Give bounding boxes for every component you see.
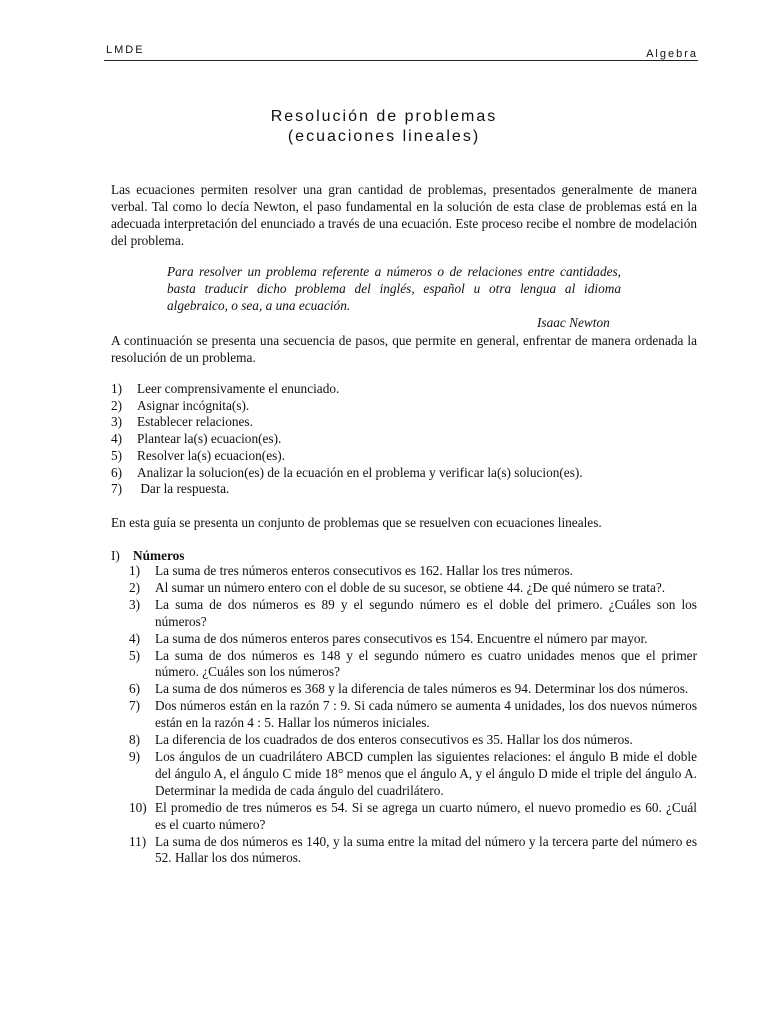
problem-text: La suma de tres números enteros consecutivos es 162. Hallar los tres números. — [155, 563, 574, 578]
list-item — [129, 597, 697, 631]
steps-intro-paragraph: A continuación se presenta una secuencia de pasos, que permite en general, enfrentar de manera ordenada la resolución de un problema. — [111, 333, 697, 365]
list-item — [129, 563, 697, 580]
problem-text: La suma de dos números es 368 y la diferencia de tales números es 94. Determinar los dos números. — [155, 681, 689, 697]
problem-number: 11) — [129, 833, 147, 849]
step-text: Dar la respuesta. — [137, 481, 230, 497]
problem-number: 1) — [129, 563, 141, 578]
section-heading — [111, 547, 184, 564]
quote-author: Isaac Newton — [537, 315, 610, 330]
list-item — [111, 465, 697, 482]
section-number: I) — [111, 548, 120, 563]
list-item — [129, 800, 697, 834]
problem-text: La suma de dos números es 148 y el segundo número es cuatro unidades menos que el primer número. ¿Cuáles son los números? — [155, 647, 697, 680]
list-item — [129, 698, 697, 732]
page-header — [104, 40, 698, 61]
step-number: 3) — [111, 414, 123, 430]
problem-number: 4) — [129, 630, 141, 646]
step-number: 2) — [111, 397, 123, 413]
step-number: 4) — [111, 431, 123, 447]
step-number: 6) — [111, 464, 123, 480]
guide-paragraph: En esta guía se presenta un conjunto de problemas que se resuelven con ecuaciones lineales. — [111, 515, 602, 530]
problem-text: El promedio de tres números es 54. Si se agrega un cuarto número, el nuevo promedio es 60. ¿Cuál es el cuarto número? — [155, 799, 697, 832]
problem-text: La diferencia de los cuadrados de dos enteros consecutivos es 35. Hallar los dos números. — [155, 732, 633, 748]
step-text: Leer comprensivamente el enunciado. — [137, 381, 340, 396]
list-item — [111, 381, 697, 398]
step-text: Resolver la(s) ecuacion(es). — [137, 447, 286, 463]
step-number: 5) — [111, 447, 123, 463]
list-item — [111, 431, 697, 448]
list-item — [129, 732, 697, 749]
problem-number: 5) — [129, 647, 141, 663]
section-label: Números — [133, 548, 185, 563]
list-item — [111, 481, 697, 498]
steps-list — [111, 381, 697, 498]
problem-number: 6) — [129, 681, 141, 697]
step-text: Establecer relaciones. — [137, 414, 253, 430]
step-number: 1) — [111, 381, 123, 396]
list-item — [129, 749, 697, 800]
problem-number: 3) — [129, 596, 141, 612]
problem-number: 8) — [129, 732, 141, 748]
list-item — [129, 580, 697, 597]
problem-text: La suma de dos números enteros pares consecutivos es 154. Encuentre el número par mayor. — [155, 630, 648, 646]
newton-quote: Para resolver un problema referente a números o de relaciones entre cantidades, basta traducir dicho problema del inglés, español u otra lengua al idioma algebraico, o sea, a una ecuación. — [167, 264, 621, 313]
list-item — [129, 631, 697, 648]
list-item — [111, 448, 697, 465]
problem-text: Al sumar un número entero con el doble de su sucesor, se obtiene 44. ¿De qué número se trata?. — [155, 579, 666, 595]
list-item — [129, 648, 697, 682]
list-item — [129, 681, 697, 698]
step-text: Analizar la solucion(es) de la ecuación en el problema y verificar la(s) solucion(es). — [137, 464, 583, 480]
problem-text: La suma de dos números es 140, y la suma entre la mitad del número y la tercera parte del número es 52. Hallar los dos números. — [155, 833, 697, 866]
problem-text: Los ángulos de un cuadrilátero ABCD cumplen las siguientes relaciones: el ángulo B mide el doble del ángulo A, el ángulo C mide 18° menos que el ángulo A, y el ángulo D mide el triple del ángulo A. Determinar la medida de cada ángulo del cuadrilátero. — [155, 748, 697, 798]
intro-paragraph: Las ecuaciones permiten resolver una gran cantidad de problemas, presentados generalmente de manera verbal. Tal como lo decía Newton, el paso fundamental en la solución de esta clase de problemas está en la adecuada interpretación del enunciado a través de una ecuación. Este proceso recibe el nombre de modelación del problema. — [111, 182, 697, 248]
list-item — [111, 414, 697, 431]
problem-number: 9) — [129, 748, 141, 764]
problem-number: 10) — [129, 799, 147, 815]
problem-number: 2) — [129, 579, 141, 595]
title-line-1: Resolución de problemas — [270, 108, 498, 125]
title-line-2: (ecuaciones lineales) — [287, 128, 481, 145]
problem-text: La suma de dos números es 89 y el segundo número es el doble del primero. ¿Cuáles son los números? — [155, 596, 697, 629]
step-number: 7) — [111, 481, 123, 497]
step-text: Plantear la(s) ecuacion(es). — [137, 431, 282, 447]
list-item — [129, 834, 697, 868]
header-right-label: Algebra — [646, 48, 698, 60]
problems-list — [129, 563, 697, 867]
step-text: Asignar incógnita(s). — [137, 397, 250, 413]
problem-text: Dos números están en la razón 7 : 9. Si cada número se aumenta 4 unidades, los dos nuevos números están en la razón 4 : 5. Hallar los números iniciales. — [155, 698, 697, 731]
list-item — [111, 398, 697, 415]
document-title — [0, 107, 768, 147]
header-left-label: LMDE — [106, 44, 145, 56]
problem-number: 7) — [129, 698, 141, 714]
